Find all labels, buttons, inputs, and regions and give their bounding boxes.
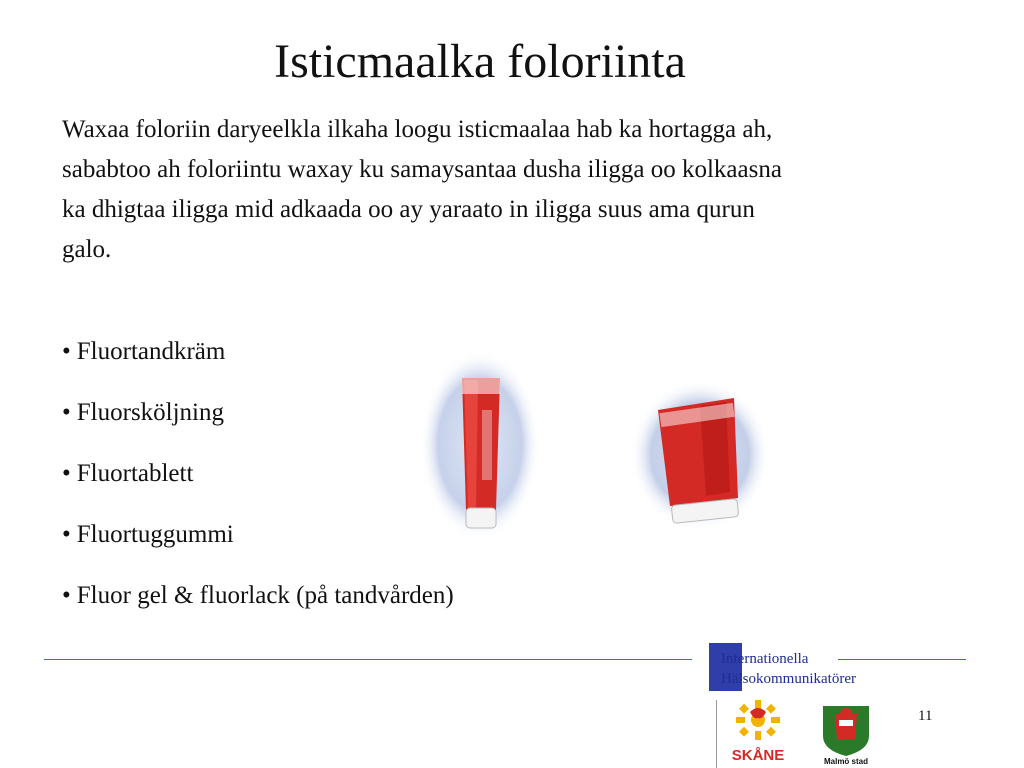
list-item [62, 398, 454, 459]
list-item [62, 337, 454, 398]
toothpaste-tube-icon [420, 350, 540, 540]
logo-text: SKÅNE [731, 747, 785, 764]
toothpaste-tube-icon [630, 380, 770, 530]
bullet-dot: • [62, 521, 71, 548]
bullet-list [62, 337, 454, 642]
bullet-dot: • [62, 338, 71, 365]
body-paragraph: Waxaa foloriin daryeelkla ilkaha loogu isticmaalaa hab ka hortagga ah, sababtoo ah foloriintu waxay ku samaysantaa dusha iligga oo kolkaasna ka dhigtaa iligga mid adkaada oo ay yaraato in iligga suus ama qurun galo. [62, 116, 782, 263]
bullet-text: Fluorsköljning [76, 399, 225, 426]
org-name [721, 649, 856, 689]
malmo-stad-logo [815, 700, 877, 766]
footer-rule-left [44, 659, 692, 660]
footer-rule-right [838, 659, 966, 660]
bullet-text: Fluortandkräm [76, 338, 226, 365]
region-skane-logo [722, 698, 794, 766]
bullet-text: Fluor gel & fluorlack (på tandvården) [76, 582, 454, 609]
logo-text: Malmö stad [823, 757, 869, 766]
bullet-dot: • [62, 582, 71, 609]
list-item [62, 459, 454, 520]
bullet-text: Fluortablett [76, 460, 194, 487]
org-name-line2: Hälsokommunikatörer [721, 671, 856, 687]
list-item [62, 581, 454, 642]
org-name-line1: Internationella [721, 651, 809, 667]
list-item [62, 520, 454, 581]
slide-title: Isticmaalka foloriinta [274, 35, 686, 88]
bullet-text: Fluortuggummi [76, 521, 234, 548]
page-number: 11 [918, 708, 933, 724]
bullet-dot: • [62, 399, 71, 426]
footer-divider [716, 700, 717, 768]
bullet-dot: • [62, 460, 71, 487]
